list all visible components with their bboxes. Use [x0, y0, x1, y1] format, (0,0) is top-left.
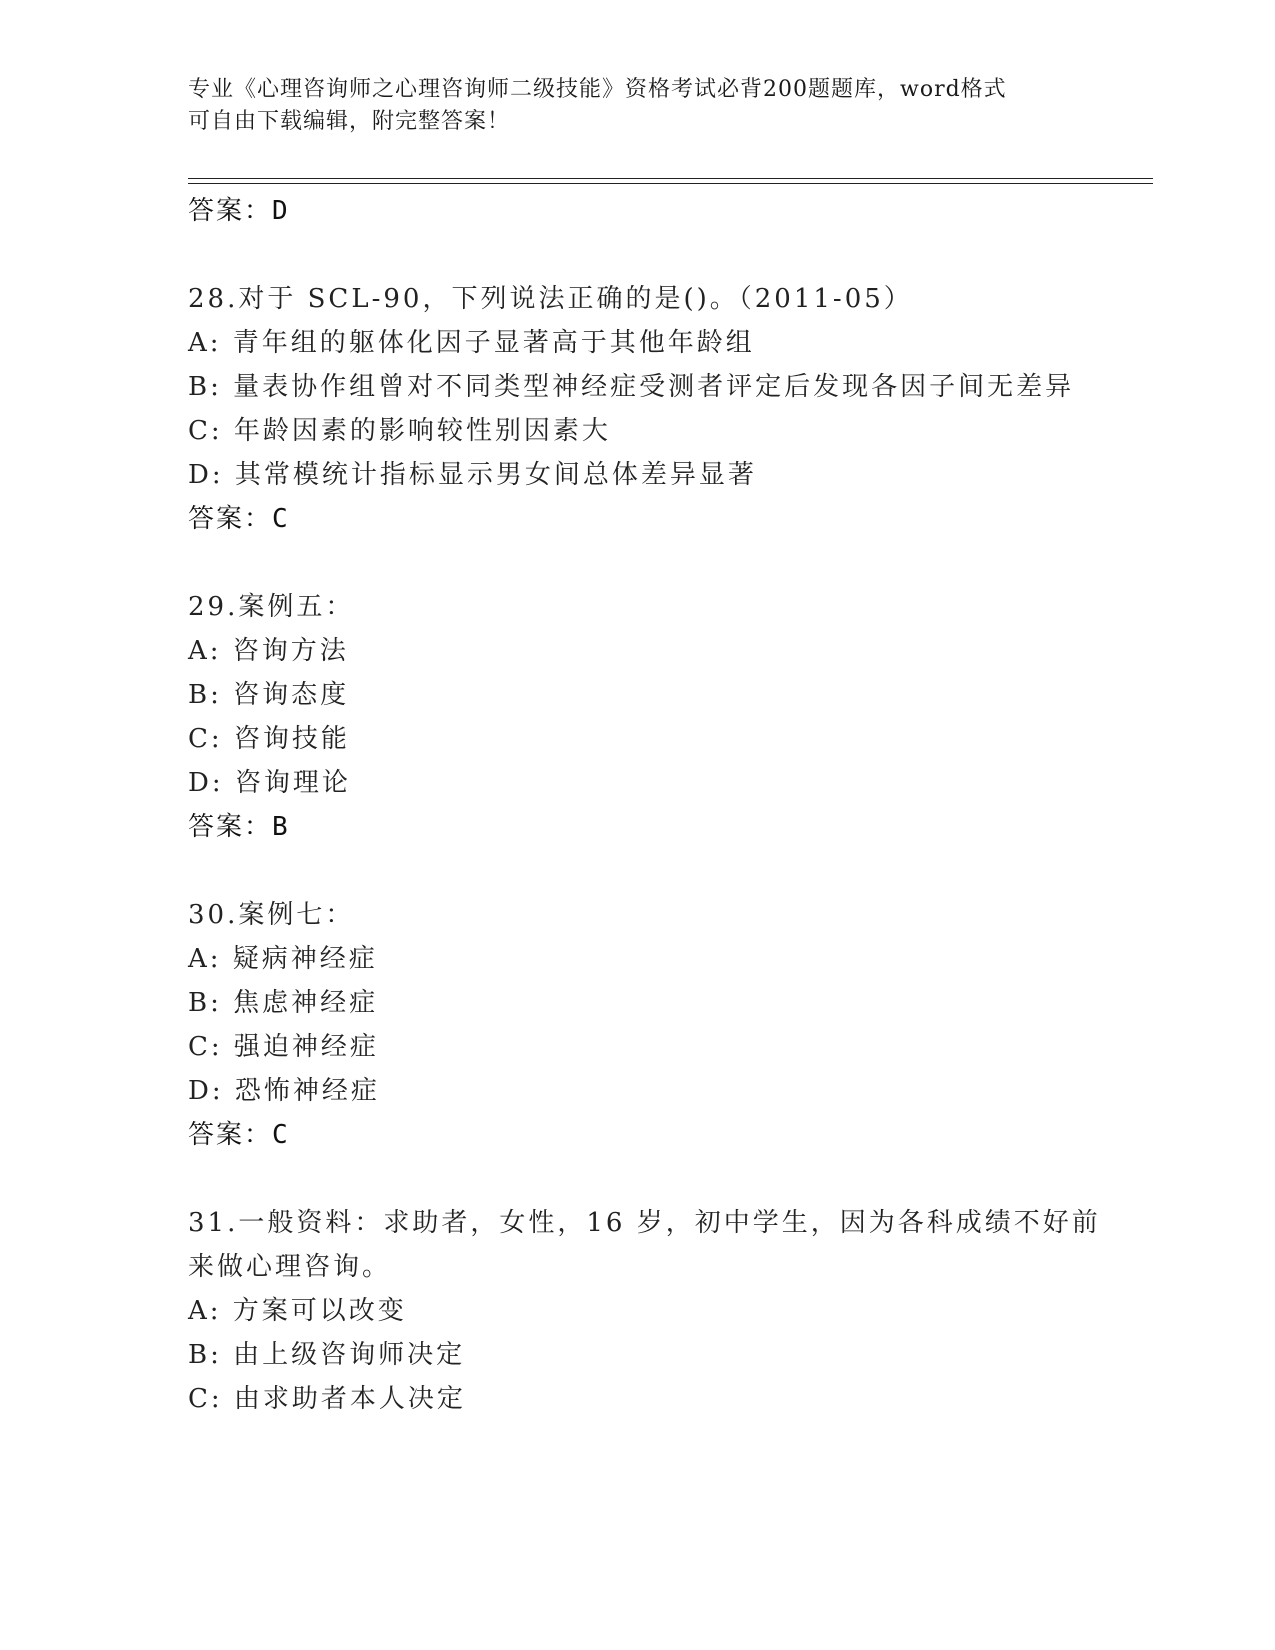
answer-label: 答案： — [188, 504, 273, 534]
question-30-option-a: A: 疑病神经症 — [188, 944, 378, 974]
answer-label: 答案： — [188, 812, 273, 842]
answer-28 — [188, 502, 290, 536]
question-28-option-a: A: 青年组的躯体化因子显著高于其他年龄组 — [188, 328, 755, 358]
answer-value: C — [272, 504, 290, 534]
question-29-option-d: D: 咨询理论 — [188, 768, 351, 798]
question-29-option-a: A: 咨询方法 — [188, 636, 349, 666]
answer-value: B — [272, 812, 290, 842]
question-30-stem: 30.案例七： — [188, 900, 355, 930]
answer-label: 答案： — [188, 196, 273, 226]
header-line-2: 可自由下载编辑，附完整答案！ — [188, 109, 511, 134]
question-30-option-b: B: 焦虑神经症 — [188, 988, 379, 1018]
header-rule-bottom — [188, 183, 1153, 184]
header-line-1: 专业《心理咨询师之心理咨询师二级技能》资格考试必背200题题库，word格式 — [188, 77, 1007, 102]
question-29-option-b: B: 咨询态度 — [188, 680, 350, 710]
answer-label: 答案： — [188, 1120, 273, 1150]
document-header — [188, 74, 1088, 138]
answer-30 — [188, 1118, 290, 1152]
question-30-option-d: D: 恐怖神经症 — [188, 1076, 380, 1106]
header-rule-top — [188, 178, 1153, 179]
question-28-option-c: C: 年龄因素的影响较性别因素大 — [188, 416, 611, 446]
question-29-option-c: C: 咨询技能 — [188, 724, 350, 754]
answer-value: C — [272, 1120, 290, 1150]
question-31-option-b: B: 由上级咨询师决定 — [188, 1340, 466, 1370]
question-28-option-b: B: 量表协作组曾对不同类型神经症受测者评定后发现各因子间无差异 — [188, 372, 1075, 402]
question-31-stem-line-2: 来做心理咨询。 — [188, 1252, 392, 1282]
answer-prev — [188, 194, 290, 228]
question-31-option-c: C: 由求助者本人决定 — [188, 1384, 466, 1414]
answer-29 — [188, 810, 290, 844]
answer-value: D — [272, 196, 290, 226]
question-28-stem: 28.对于 SCL-90，下列说法正确的是()。（2011-05） — [188, 284, 913, 314]
question-31-stem-line-1: 31.一般资料：求助者，女性，16 岁，初中学生，因为各科成绩不好前 — [188, 1208, 1101, 1238]
question-30-option-c: C: 强迫神经症 — [188, 1032, 379, 1062]
question-29-stem: 29.案例五： — [188, 592, 355, 622]
question-28-option-d: D: 其常模统计指标显示男女间总体差异显著 — [188, 460, 757, 490]
question-31-option-a: A: 方案可以改变 — [188, 1296, 407, 1326]
